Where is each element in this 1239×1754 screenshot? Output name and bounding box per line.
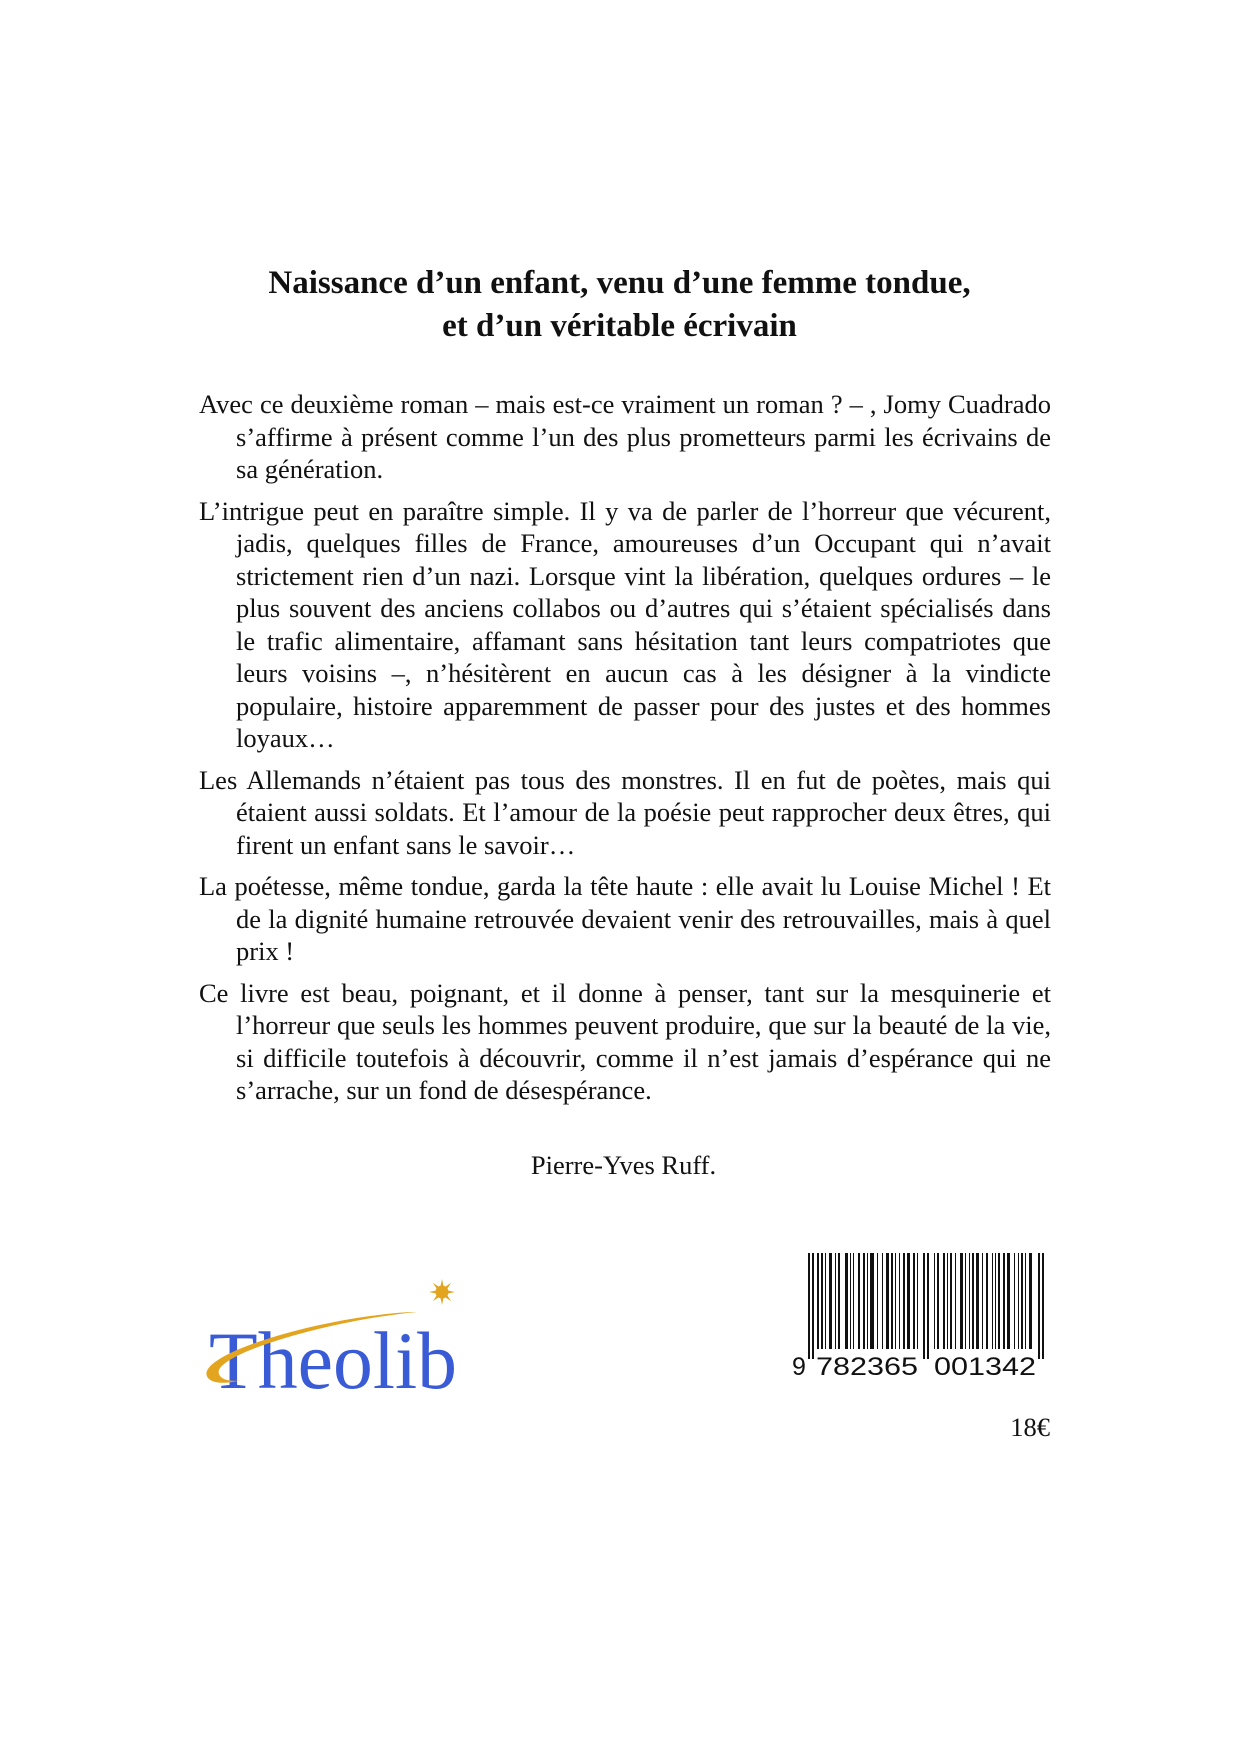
barcode-bar [950,1253,952,1349]
barcode-bar [870,1253,874,1349]
barcode-bar [982,1253,983,1349]
title-line-1: Naissance d’un enfant, venu d’une femme tondue, [268,265,971,301]
barcode-bar [853,1253,854,1349]
barcode-digit-first: 9 [792,1353,806,1379]
barcode-bar [1038,1253,1040,1359]
paragraph: La poétesse, même tondue, garda la tête haute : elle avait lu Louise Michel ! Et de la dignité humaine retrouvée devaient venir des retrouvailles, mais à quel prix ! [199,871,1051,966]
barcode-bar [899,1253,900,1349]
title-line-2: et d’un véritable écrivain [442,308,797,344]
barcode-bar [1029,1253,1032,1349]
barcode-bar [903,1253,905,1349]
barcode-bar [877,1253,878,1349]
barcode-bar [927,1253,929,1359]
barcode-bar [812,1253,814,1359]
paragraph: Avec ce deuxième roman – mais est-ce vraiment un roman ? – , Jomy Cuadrado s’affirme à présent comme l’un des plus prometteurs parmi les écrivains de sa génération. [199,389,1051,484]
barcode-bar [965,1253,966,1349]
barcode-bar [895,1253,896,1349]
barcode-digits-right: 001342 [934,1353,1036,1379]
barcode-bar [969,1253,970,1349]
barcode-bar [986,1253,988,1349]
barcode-bar [934,1253,935,1349]
barcode-bar [1021,1253,1023,1349]
barcode-digits-left: 782365 [816,1353,918,1379]
barcode-bar [835,1253,836,1349]
barcode-bar [808,1253,810,1359]
barcode-bar [937,1253,939,1349]
barcode-bar [913,1253,915,1349]
paragraph: L’intrigue peut en paraître simple. Il y va de parler de l’horreur que vécurent, jadis, quelques filles de France, amoureuses d’un Occupant qui n’avait strictement rien d’un nazi. Lorsque vint la libération, quelques ordures – le plus souvent des anciens collabos ou d’autres qui s’étaient spécialisés dans le trafic alimentaire, affamant sans hésitation tant leurs compatriotes que leurs voisins –, n’hésitèrent en aucun cas à les désigner à la vindicte populaire, histoire apparemment de passer pour des justes et des hommes loyaux… [199,495,1051,753]
barcode-bar [821,1253,823,1349]
isbn-barcode [788,1253,1060,1379]
barcode-bar [943,1253,945,1349]
barcode-bar [886,1253,889,1349]
barcode-bar [998,1253,1000,1349]
barcode-bar [825,1253,826,1349]
publisher-logo [205,1268,505,1408]
barcode-bar [867,1253,868,1349]
blurb [199,388,1051,1116]
barcode-bar [976,1253,979,1349]
barcode-bar [955,1253,956,1349]
barcode-bar [1025,1253,1026,1349]
barcode-bar [858,1253,860,1349]
barcode-bar [838,1253,840,1349]
barcode-bar [1042,1253,1044,1359]
barcode-bar [850,1253,851,1349]
barcode-bar [907,1253,910,1349]
barcode-bar [891,1253,893,1349]
barcode-bar [829,1253,832,1349]
barcode-bar [817,1253,819,1349]
price-label: 18€ [1010,1412,1050,1442]
barcode-bar [995,1253,996,1349]
page-title [0,262,1239,348]
barcode-bar [917,1253,918,1349]
barcode-bar [863,1253,865,1349]
paragraph: Les Allemands n’étaient pas tous des monstres. Il en fut de poètes, mais qui étaient aussi soldats. Et l’amour de la poésie peut rapprocher deux êtres, qui firent un enfant sans le savoir… [199,764,1051,860]
logo-text: Theolib [209,1315,457,1406]
barcode-bar [1018,1253,1019,1349]
barcode-bar [845,1253,848,1349]
barcode-bar [1007,1253,1010,1349]
barcode-bar [1003,1253,1005,1349]
barcode-bar [1014,1253,1015,1349]
barcode-bar [972,1253,974,1349]
barcode-bar [992,1253,993,1349]
barcode-bars [808,1253,1044,1359]
barcode-bar [960,1253,963,1349]
paragraph: Ce livre est beau, poignant, et il donne à penser, tant sur la mesquinerie et l’horreur que seuls les hommes peuvent produire, que sur la beauté de la vie, si difficile toutefois à découvrir, comme il n’est jamais d’espérance qui ne s’arrache, sur un fond de désespérance. [199,977,1051,1105]
author-signature: Pierre-Yves Ruff. [530,1150,717,1180]
barcode-bar [882,1253,883,1349]
barcode-bar [923,1253,925,1359]
barcode-bar [947,1253,948,1349]
star-icon [429,1279,455,1305]
